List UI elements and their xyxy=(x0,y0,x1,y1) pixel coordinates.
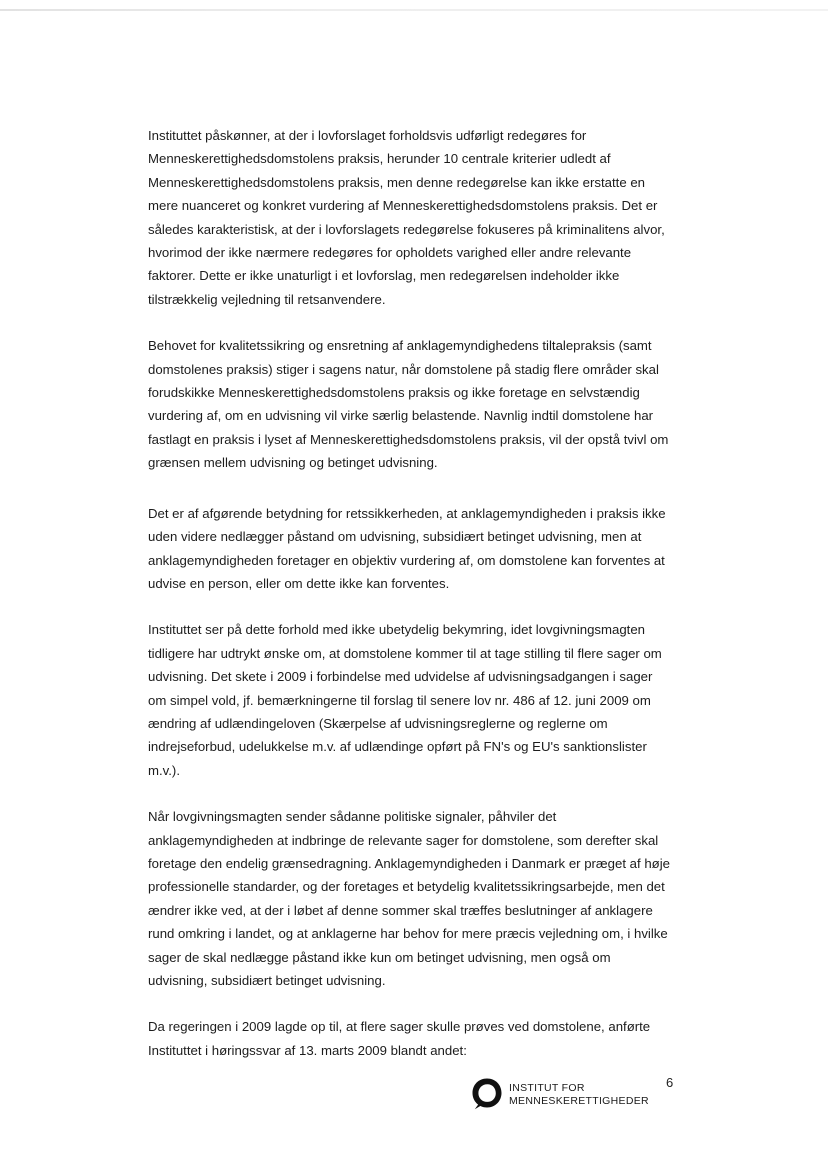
text-line: fastlagt en praksis i lyset af Menneskerettighedsdomstolens praksis, vil der opstå tvivl om xyxy=(148,431,669,447)
text-line: anklagemyndigheden foretager en objektiv vurdering af, om domstolene kan forventes at xyxy=(148,552,665,568)
text-line: ændring af udlændingeloven (Skærpelse af udvisningsreglerne og reglerne om xyxy=(148,715,608,731)
text-line: sager de skal nedlægge påstand ikke kun om betinget udvisning, men også om xyxy=(148,949,611,965)
text-line: tidligere har udtrykt ønske om, at domstolene kommer til at tage stilling til flere sager om xyxy=(148,645,662,661)
text-line: Instituttet påskønner, at der i lovforslaget forholdsvis udførligt redegøres for xyxy=(148,128,587,143)
footer-logo-block xyxy=(470,1076,680,1116)
scan-edge-line xyxy=(0,9,828,11)
text-line: anklagemyndigheden at indbringe de relevante sager for domstolene, som derefter skal xyxy=(148,832,659,848)
text-line: forudskikke Menneskerettighedsdomstolens praksis og ikke foretage en selvstændig xyxy=(148,385,640,401)
text-line: mere nuanceret og konkret vurdering af Menneskerettighedsdomstolens praksis. Det er xyxy=(148,198,658,214)
text-line: Menneskerettighedsdomstolens praksis, men denne redegørelse kan ikke erstatte en xyxy=(148,174,645,190)
text-line: domstolenes praksis) stiger i sagens natur, når domstolene på stadig flere områder skal xyxy=(148,361,659,377)
text-line: hvorimod der ikke nærmere redegøres for opholdets varighed eller andre relevante xyxy=(148,245,632,261)
text-line: således karakteristisk, at der i lovforslagets redegørelse fokuseres på kriminalitens alvor, xyxy=(148,221,665,237)
text-line: udvisning. Det skete i 2009 i forbindelse med udvidelse af udvisningsadgangen i sager xyxy=(148,669,653,685)
paragraph-6 xyxy=(148,1015,688,1062)
text-line: udvisning, subsidiært betinget udvisning. xyxy=(148,973,386,988)
paragraph-3 xyxy=(148,502,688,596)
text-line: Når lovgivningsmagten sender sådanne politiske signaler, påhviler det xyxy=(148,809,557,825)
text-line: rund omkring i landet, og at anklagerne har behov for mere præcis vejledning om, i hvilke xyxy=(148,926,668,942)
text-line: Instituttet ser på dette forhold med ikke ubetydelig bekymring, idet lovgivningsmagten xyxy=(148,622,646,638)
paragraph-2 xyxy=(148,334,688,474)
text-line: Det er af afgørende betydning for retssikkerheden, at anklagemyndigheden i praksis ikke xyxy=(148,505,666,521)
paragraph-5 xyxy=(148,805,688,992)
text-line: m.v.). xyxy=(148,762,180,778)
text-line: Da regeringen i 2009 lagde op til, at flere sager skulle prøves ved domstolene, anførte xyxy=(148,1019,651,1035)
paragraph-4 xyxy=(148,618,688,782)
text-line: Behovet for kvalitetssikring og ensretning af anklagemyndighedens tiltalepraksis (samt xyxy=(148,338,652,354)
text-line: Instituttet i høringssvar af 13. marts 2009 blandt andet: xyxy=(148,1042,467,1058)
institute-name-line2: MENNESKERETTIGHEDER xyxy=(509,1095,649,1107)
text-line: grænsen mellem udvisning og betinget udvisning. xyxy=(148,455,438,471)
institute-name-line1: INSTITUT FOR xyxy=(509,1082,585,1094)
page-number: 6 xyxy=(666,1075,674,1090)
text-line: ændrer ikke ved, at der i løbet af denne sommer skal træffes beslutninger af anklagere xyxy=(148,902,653,918)
text-line: Menneskerettighedsdomstolens praksis, herunder 10 centrale kriterier udledt af xyxy=(148,151,611,167)
paragraph-1 xyxy=(148,124,688,311)
text-line: foretage den endelig grænsedragning. Anklagemyndigheden i Danmark er præget af høje xyxy=(148,855,670,871)
text-line: professionelle standarder, og der foretages et betydelig kvalitetssikringsarbejde, men det xyxy=(148,879,665,895)
text-line: faktorer. Dette er ikke unaturligt i et lovforslag, men redegørelsen indeholder ikke xyxy=(148,268,620,284)
text-line: vurdering af, om en udvisning vil virke særlig belastende. Navnlig indtil domstolene har xyxy=(148,408,654,424)
text-line: uden videre nedlægger påstand om udvisning, subsidiært betinget udvisning, men at xyxy=(148,529,642,545)
institute-ring-logo-icon xyxy=(470,1076,504,1110)
body-text xyxy=(148,124,688,1062)
text-line: tilstrækkelig vejledning til retsanvendere. xyxy=(148,291,386,307)
text-line: indrejseforbud, udelukkelse m.v. af udlændinge opført på FN's og EU's sanktionslister xyxy=(148,739,647,755)
text-line: om simpel vold, jf. bemærkningerne til forslag til senere lov nr. 486 af 12. juni 2009 om xyxy=(148,692,651,708)
institute-name xyxy=(509,1082,649,1108)
text-line: udvise en person, eller om dette ikke kan forventes. xyxy=(148,575,450,591)
